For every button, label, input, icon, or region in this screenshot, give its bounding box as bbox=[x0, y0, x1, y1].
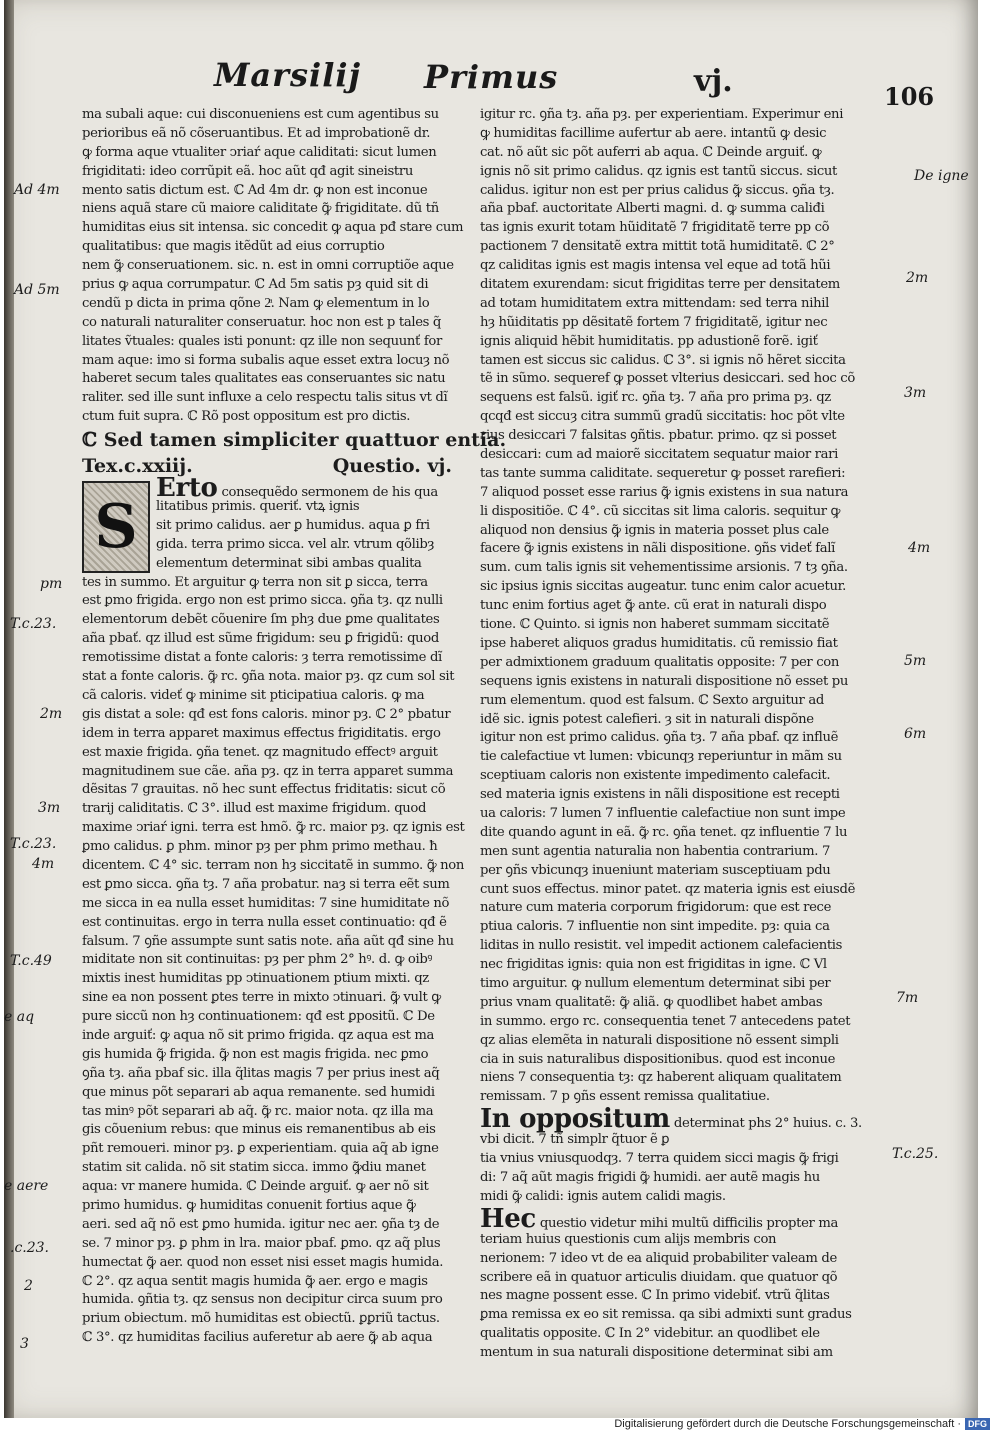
body-line: tie calefactiue vt lumen: vbicunqȝ reperiuntur in mãm su bbox=[480, 749, 842, 765]
body-line: aqua: vr manere humida. ℂ Deinde arguiť. ꝙ aer nõ sit bbox=[82, 1179, 429, 1195]
body-line: ℂ 2°. qz aqua sentit magis humida ꝙ̃ aer. ergo e magis bbox=[82, 1273, 428, 1289]
body-line: nec frigiditas ignis: quia non est frigiditas in igne. ℂ Vl bbox=[480, 957, 827, 973]
hec-heading: Hec bbox=[480, 1203, 536, 1234]
body-line: ipse haberet aliquos gradus humiditatis. cũ remissio fiat bbox=[480, 635, 838, 651]
body-line: aña pbať. qz illud est sũme frigidum: seu ꝑ frigidũ: quod bbox=[82, 631, 439, 647]
body-line: falsum. 7 ꝯñe assumpte sunt satis note. aña aũt qđ sine hu bbox=[82, 933, 454, 949]
body-line: vbi dicit. 7 tñ simplr q̃tuor ẽ ꝑ bbox=[480, 1132, 670, 1148]
left-margin-note: Ad 4m bbox=[14, 182, 60, 198]
body-line: nes magne possent esse. ℂ In primo videbiť. vtrũ q̃litas bbox=[480, 1288, 830, 1304]
body-line: cendũ p dicta in prima qõne 2ͣ. Nam ꝙ elementum in lo bbox=[82, 295, 430, 311]
header-author: Marsilij bbox=[214, 56, 362, 94]
body-line: ꝑmo calidus. ꝑ phm. minor pȝ per phm primo methau. ħ bbox=[82, 839, 438, 855]
body-line: dicentem. ℂ 4° sic. terram non hȝ siccitatẽ in summo. ꝙ̃ non bbox=[82, 857, 464, 873]
left-margin-note: e aere bbox=[4, 1178, 49, 1194]
body-line: niens 7 consequentia tȝ: qz haberent aliquam qualitatem bbox=[480, 1070, 842, 1086]
oppositum-line bbox=[480, 1104, 898, 1135]
body-line: tas tante summa caliditate. sequeretur ꝙ posset rarefieri: bbox=[480, 465, 846, 481]
body-line: sum. cum talis ignis sit vehementissime arsionis. 7 tȝ ꝯña. bbox=[480, 560, 848, 576]
body-line: aliquod non densius ꝙ̃ ignis in materia posset plus cale bbox=[480, 522, 829, 538]
body-line: humida. ꝯñtia tȝ. qz sensus non decipitur circa suum pro bbox=[82, 1292, 443, 1308]
body-line: per ꝯñs vbicunqȝ inueniunt materiam susceptiuam pdu bbox=[480, 862, 831, 878]
body-line: tas ignis exurit totam hũiditatẽ 7 frigiditatẽ terre pp cõ bbox=[480, 220, 830, 236]
left-margin-note: 2m bbox=[40, 706, 63, 722]
body-line: ℂ 3°. qz humiditas facilius auferetur ab aere ꝙ̃ ab aqua bbox=[82, 1330, 433, 1346]
body-line: in summo. ergo rc. consequentia tenet 7 antecedens patet bbox=[480, 1013, 851, 1029]
body-line: questio videtur mihi multũ difficilis propter ma bbox=[539, 1215, 839, 1231]
dfg-logo: DFG bbox=[965, 1418, 990, 1430]
body-line: est continuitas. ergo in terra nulla esset continuatio: qđ ẽ bbox=[82, 914, 447, 930]
body-line: gis cõuenium rebus: que minus eis remanentibus ab eis bbox=[82, 1122, 436, 1138]
question-number: vj. bbox=[427, 455, 452, 478]
body-line: qualitatis opposite. ℂ In 2° videbitur. an quodlibet ele bbox=[480, 1326, 820, 1342]
body-line: ua caloris: 7 lumen 7 influentie calefactiue non sunt impe bbox=[480, 805, 846, 821]
body-line: maxime ↄriaŕ igni. terra est hmõ. ꝙ̃ rc. maior pȝ. qz ignis est bbox=[82, 820, 465, 836]
body-line: elementorum debẽt cõuenire ſm phȝ due ꝑme qualitates bbox=[82, 612, 440, 628]
body-line: nem ꝙ̃ conseruationem. sic. n. est in omni corruptiõe aque bbox=[82, 258, 454, 274]
body-line: tes in summo. Et arguitur ꝙ terra non sit ꝑ sicca, terra bbox=[82, 574, 428, 590]
body-line: igitur non est primo calidus. ꝯña tȝ. 7 aña pbaf. qz influẽ bbox=[480, 730, 839, 746]
body-line: tamen est siccus sic calidus. ℂ 3°. si ignis nõ hẽret siccita bbox=[480, 352, 846, 368]
body-line: dite quando agunt in eã. ꝙ̃ rc. ꝯña tenet. qz influentie 7 lu bbox=[480, 824, 848, 840]
header-signature: vj. bbox=[694, 64, 733, 99]
body-line: sequens est falsũ. igiť rc. ꝯña tȝ. 7 aña pro prima pȝ. qz bbox=[480, 390, 831, 406]
body-line: tia vnius vniusquodqȝ. 7 terra quidem sicci magis ꝙ̃ frigi bbox=[480, 1151, 839, 1167]
decorated-initial: S bbox=[82, 481, 150, 573]
question-label: Questio. bbox=[332, 455, 421, 478]
body-line: ꝙ humiditas facillime aufertur ab aere. intantũ ꝙ desic bbox=[480, 125, 827, 141]
left-margin-note: 4m bbox=[32, 856, 55, 872]
body-line: teriam huius questionis cum alijs membris con bbox=[480, 1231, 777, 1247]
body-line: prium obiectum. mõ humiditas est obiectũ. ꝑꝑriũ tactus. bbox=[82, 1311, 440, 1327]
body-line: li dispositiõe. ℂ 4°. cũ siccitas sit lima caloris. sequitur ꝙ bbox=[480, 503, 841, 519]
body-line: humiditas eius sit intensa. sic concedit ꝙ aqua pđ stare cum bbox=[82, 220, 464, 236]
right-margin-note: T.c.25. bbox=[892, 1146, 939, 1162]
body-line: magnitudinem sue cãe. aña pȝ. qz in terra apparet summa bbox=[82, 763, 454, 779]
right-margin-note: 4m bbox=[908, 540, 931, 556]
question-line bbox=[82, 453, 462, 479]
body-line: determinat phs 2° huius. c. 3. bbox=[673, 1116, 862, 1132]
right-margin-note: 6m bbox=[904, 726, 927, 742]
body-line: ma subali aque: cui disconueniens est cum agentibus su bbox=[82, 107, 439, 122]
body-line: pactionem 7 densitatẽ extra mittit totã humiditatẽ. ℂ 2° bbox=[480, 239, 835, 255]
body-line: haberet secum tales qualitates eas conseruantes sic natu bbox=[82, 371, 446, 387]
left-margin-note: 2 bbox=[24, 1278, 33, 1294]
body-line: ditatem exurendam: sicut frigiditas terre per densitatem bbox=[480, 277, 840, 293]
body-line: mentum in sua naturali dispositione determinat sibi am bbox=[480, 1345, 833, 1361]
body-line: liditas in nullo resistit. vel impedit actionem calefacientis bbox=[480, 938, 843, 954]
left-margin-note: T.c.23. bbox=[10, 616, 57, 632]
body-line: frigiditati: ideo corrũpit eã. hoc aũt qđ agit sineistru bbox=[82, 163, 413, 179]
body-line: me sicca in ea nulla esset humiditas: 7 sine humiditate nõ bbox=[82, 895, 450, 911]
body-line: sit primo calidus. aer ꝑ humidus. aqua ꝑ fri bbox=[156, 517, 430, 533]
left-margin-note: .c.23. bbox=[10, 1240, 50, 1256]
body-line: igitur rc. ꝯña tȝ. aña pȝ. per experientiam. Experimur eni bbox=[480, 107, 844, 122]
body-line: idem in terra apparet maximus effectus frigiditatis. ergo bbox=[82, 725, 441, 741]
body-line: idẽ sic. ignis potest calefieri. ȝ sit in naturali dispõne bbox=[480, 711, 814, 727]
running-header bbox=[4, 52, 978, 111]
body-line: 7 aliquod posset esse rarius ꝙ̃ ignis existens in sua natura bbox=[480, 484, 849, 500]
body-line: scribere eã in quatuor articulis diuidam. que quatuor qõ bbox=[480, 1269, 838, 1285]
right-margin-note: De igne bbox=[914, 168, 969, 184]
body-line: primo humidus. ꝙ humiditas conuenit fortius aque ꝙ̃ bbox=[82, 1197, 416, 1213]
body-line: qcqđ est siccuȝ citra summũ gradũ siccitatis: hoc põt vlte bbox=[480, 409, 845, 425]
body-line: ctum fuit supra. ℂ Rõ post oppositum est pro dictis. bbox=[82, 409, 411, 425]
folio-number: 106 bbox=[884, 82, 935, 111]
body-line: cunt suos effectus. minor patet. qz materia ignis est eiusdẽ bbox=[480, 881, 856, 897]
body-line: remotissime distat a fonte caloris: ȝ terra remotissime dĩ bbox=[82, 650, 442, 666]
body-line: ꝑma remissa ex eo sit remissa. qa sibi admixti sunt gradus bbox=[480, 1307, 852, 1323]
body-line: est maxie frigida. ꝯña tenet. qz magnitudo effectꝰ arguit bbox=[82, 744, 438, 760]
body-line: litatibus primis. queriť. vtꝝ ignis bbox=[156, 499, 360, 515]
text-reference: Tex.c.xxiij. bbox=[82, 455, 193, 478]
left-margin-note: Ad 5m bbox=[14, 282, 60, 298]
body-line: tas minꝰ põt separari ab aq̃. ꝙ̃ rc. maior nota. qz illa ma bbox=[82, 1103, 434, 1119]
left-margin-note: 3m bbox=[38, 800, 61, 816]
body-line: sine ea non possent ꝑtes terre in mixto ↄtinuari. ꝙ̃ vult ꝙ bbox=[82, 990, 441, 1006]
section-title: ℂ Sed tamen simpliciter quattuor entia. bbox=[82, 429, 507, 452]
left-margin-note: T.c.49 bbox=[10, 953, 52, 969]
right-margin-note: 7m bbox=[896, 990, 919, 1006]
oppositum-heading: In oppositum bbox=[480, 1104, 670, 1135]
body-line: pñt remoueri. minor pȝ. ꝑ experientiam. quia aq̃ ab igne bbox=[82, 1141, 439, 1157]
body-line: raliter. sed ille sunt influxe a celo respectu talis situs vt dĩ bbox=[82, 390, 448, 406]
body-line: aeri. sed aq̃ nõ est ꝑmo humida. igitur nec aer. ꝯña tȝ de bbox=[82, 1216, 440, 1232]
body-line: sic ipsius ignis siccitas augeatur. tunc enim calor acuetur. bbox=[480, 579, 846, 595]
left-margin-note: T.c.23. bbox=[10, 836, 57, 852]
body-line: prius ꝙ aqua corrumpatur. ℂ Ad 5m satis pȝ quid sit di bbox=[82, 277, 429, 293]
right-column bbox=[480, 106, 898, 1363]
header-book: Primus bbox=[424, 58, 559, 96]
body-line: dẽsitas 7 grauitas. nõ hec sunt effectus friditatis: sicut cõ bbox=[82, 782, 446, 798]
right-margin-note: 2m bbox=[906, 270, 929, 286]
body-line: elementum determinat sibi ambas qualita bbox=[156, 555, 422, 571]
body-line: nerionem: 7 ideo vt de ea aliquid probabiliter valeam de bbox=[480, 1250, 837, 1266]
body-line: cia in suis naturalibus dispositionibus. quod est inconue bbox=[480, 1051, 836, 1067]
digitization-footer bbox=[600, 1416, 990, 1432]
body-line: ptiua caloris. 7 influentie non sint impedite. pȝ: quia ca bbox=[480, 919, 830, 935]
right-margin-note: 3m bbox=[904, 385, 927, 401]
body-line: trarij caliditatis. ℂ 3°. illud est maxime frigidum. quod bbox=[82, 801, 427, 817]
body-line: co naturali naturaliter conseruatur. hoc non est p tales q̃ bbox=[82, 314, 442, 330]
body-line: timo arguitur. ꝙ nullum elementum determinat sibi per bbox=[480, 975, 831, 991]
page-gutter bbox=[4, 0, 14, 1418]
body-line: sed materia ignis existens in nãli dispositione est recepti bbox=[480, 787, 840, 803]
body-line: perioribus eã nõ cõseruantibus. Et ad improbationẽ dr. bbox=[82, 125, 431, 141]
body-line: inde arguiť: ꝙ aqua nõ sit primo frigida. qz aqua est ma bbox=[82, 1027, 435, 1043]
body-line: men sunt agentia naturalia non habentia contrarium. 7 bbox=[480, 843, 831, 859]
body-line: di: 7 aq̃ aũt magis frigidi ꝙ̃ humidi. aer autẽ magis hu bbox=[480, 1169, 820, 1185]
body-line: tẽ in sũmo. sequeref ꝙ posset vlterius desiccari. sed hoc cõ bbox=[480, 371, 855, 387]
body-line: statim sit calida. nõ sit statim sicca. immo ꝙ̃diu manet bbox=[82, 1160, 426, 1176]
body-line: cã caloris. videť ꝙ minime sit pticipatiua caloris. ꝙ ma bbox=[82, 687, 425, 703]
body-line: remissam. 7 p ꝯñs essent remissa qualitatiue. bbox=[480, 1089, 770, 1105]
body-line: desiccari: cum ad maiorẽ siccitatem sequatur maior rari bbox=[480, 447, 838, 463]
body-line: rius desiccari 7 falsitas ꝯñtis. pbatur. primo. qz si posset bbox=[480, 428, 837, 444]
body-line: tunc enim fortius aget ꝙ̃ ante. cũ erat in naturali dispo bbox=[480, 598, 827, 614]
body-line: ꝯña tȝ. aña pbaf sic. illa q̃litas magis 7 per prius inest aq̃ bbox=[82, 1065, 440, 1081]
body-line: facere ꝙ̃ ignis existens in nãli dispositione. ꝯñs videť falĩ bbox=[480, 541, 836, 557]
body-line: cat. nõ aũt sic põt auferri ab aqua. ℂ Deinde arguiť. ꝙ bbox=[480, 144, 822, 160]
body-line: sceptiuam caloris non existente impedimento calefacit. bbox=[480, 768, 831, 784]
body-line: tione. ℂ Quinto. si ignis non haberet summam siccitatẽ bbox=[480, 617, 830, 633]
body-line: midi ꝙ̃ calidi: ignis autem calidi magis. bbox=[480, 1188, 726, 1204]
left-margin-note: pm bbox=[40, 576, 63, 592]
body-line: qualitatibus: que magis itẽdũt ad eius corruptio bbox=[82, 239, 385, 255]
left-column bbox=[82, 106, 507, 1348]
body-line: consequẽdo sermonem de his qua bbox=[221, 485, 438, 501]
body-line: ꝙ forma aque vtualiter ↄriaŕ aque caliditati: sicut lumen bbox=[82, 144, 437, 160]
body-line: mento satis dictum est. ℂ Ad 4m dr. ꝙ non est inconue bbox=[82, 182, 428, 198]
body-line: prius vnam qualitatẽ: ꝙ̃ aliã. ꝙ quodlibet habet ambas bbox=[480, 994, 823, 1010]
body-line: ad totam humiditatem extra mittendam: sed terra nihil bbox=[480, 295, 829, 311]
body-line: nature cum materia corporum frigidorum: que est rece bbox=[480, 900, 832, 916]
body-line: se. 7 minor pȝ. ꝑ phm in lra. maior pbaf. ꝑmo. qz aq̃ plus bbox=[82, 1235, 441, 1251]
body-line: sequens ignis existens in naturali dispositione nõ esset pu bbox=[480, 673, 849, 689]
body-line: qz caliditas ignis est magis intensa vel eque ad totã hũi bbox=[480, 258, 831, 274]
body-line: calidus. igitur non est per prius calidus ꝙ̃ siccus. ꝯña tȝ. bbox=[480, 182, 835, 198]
body-line: que minus põt separari ab aqua remanente. sed humidi bbox=[82, 1084, 435, 1100]
incipit: Erto bbox=[156, 473, 218, 504]
body-line: mixtis inest humiditas pp ↄtinuationem ptium mixti. qz bbox=[82, 971, 429, 987]
body-line: gida. terra primo sicca. vel alr. vtrum qõlibȝ bbox=[156, 536, 434, 552]
hec-line bbox=[480, 1203, 898, 1234]
body-line: gis humida ꝙ̃ frigida. ꝙ̃ non est magis frigida. nec ꝑmo bbox=[82, 1046, 429, 1062]
left-margin-note: 3 bbox=[20, 1336, 29, 1352]
body-line: rum elementum. quod est falsum. ℂ Sexto arguitur ad bbox=[480, 692, 824, 708]
body-line: stat a fonte caloris. ꝙ̃ rc. ꝯña nota. maior pȝ. qz cum sol sit bbox=[82, 669, 455, 685]
body-line: per admixtionem graduum qualitatis opposite: 7 per con bbox=[480, 654, 839, 670]
left-margin-note: e aq bbox=[4, 1009, 35, 1025]
footer-text: Digitalisierung gefördert durch die Deutsche Forschungsgemeinschaft · bbox=[614, 1418, 961, 1430]
body-line: niens aquã stare cũ maiore caliditate ꝙ̃ frigiditate. dũ tñ bbox=[82, 201, 439, 217]
body-line: humectat ꝙ̃ aer. quod non esset nisi esset magis humida. bbox=[82, 1254, 444, 1270]
body-line: ignis nõ sit primo calidus. qz ignis est tantũ siccus. sicut bbox=[480, 163, 837, 179]
body-line: aña pbaf. auctoritate Alberti magni. d. ꝙ summa caliđi bbox=[480, 201, 825, 217]
question-body bbox=[82, 473, 465, 1348]
body-line: est ꝑmo frigida. ergo non est primo sicca. ꝯña tȝ. qz nulli bbox=[82, 593, 443, 609]
body-line: pure siccũ non hȝ continuationem: qđ est ꝑpositũ. ℂ De bbox=[82, 1009, 435, 1025]
body-line: miditate non sit continuitas: pȝ per phm 2° hꝰ. d. ꝙ oibꝰ bbox=[82, 952, 433, 968]
body-line: qz alias elemẽta in naturali dispositione nõ essent simpli bbox=[480, 1032, 839, 1048]
right-margin-note: 5m bbox=[904, 653, 927, 669]
body-line: gis distat a sole: qđ est fons caloris. minor pȝ. ℂ 2° pbatur bbox=[82, 706, 451, 722]
body-line: hȝ hũiditatis pp dẽsitatẽ fortem 7 frigiditatẽ, igitur nec bbox=[480, 314, 828, 330]
body-line: ignis aliquid hẽbit humiditatis. pp adustionẽ forẽ. igiť bbox=[480, 333, 818, 349]
body-line: est ꝑmo sicca. ꝯña tȝ. 7 aña probatur. naȝ si terra eẽt sum bbox=[82, 876, 450, 892]
book-page bbox=[4, 0, 978, 1418]
body-line: litates ṽtuales: quales isti ponunt: qz ille non sequunť for bbox=[82, 333, 442, 349]
body-line: mam aque: imo si forma subalis aque esset extra locuȝ nõ bbox=[82, 352, 450, 368]
